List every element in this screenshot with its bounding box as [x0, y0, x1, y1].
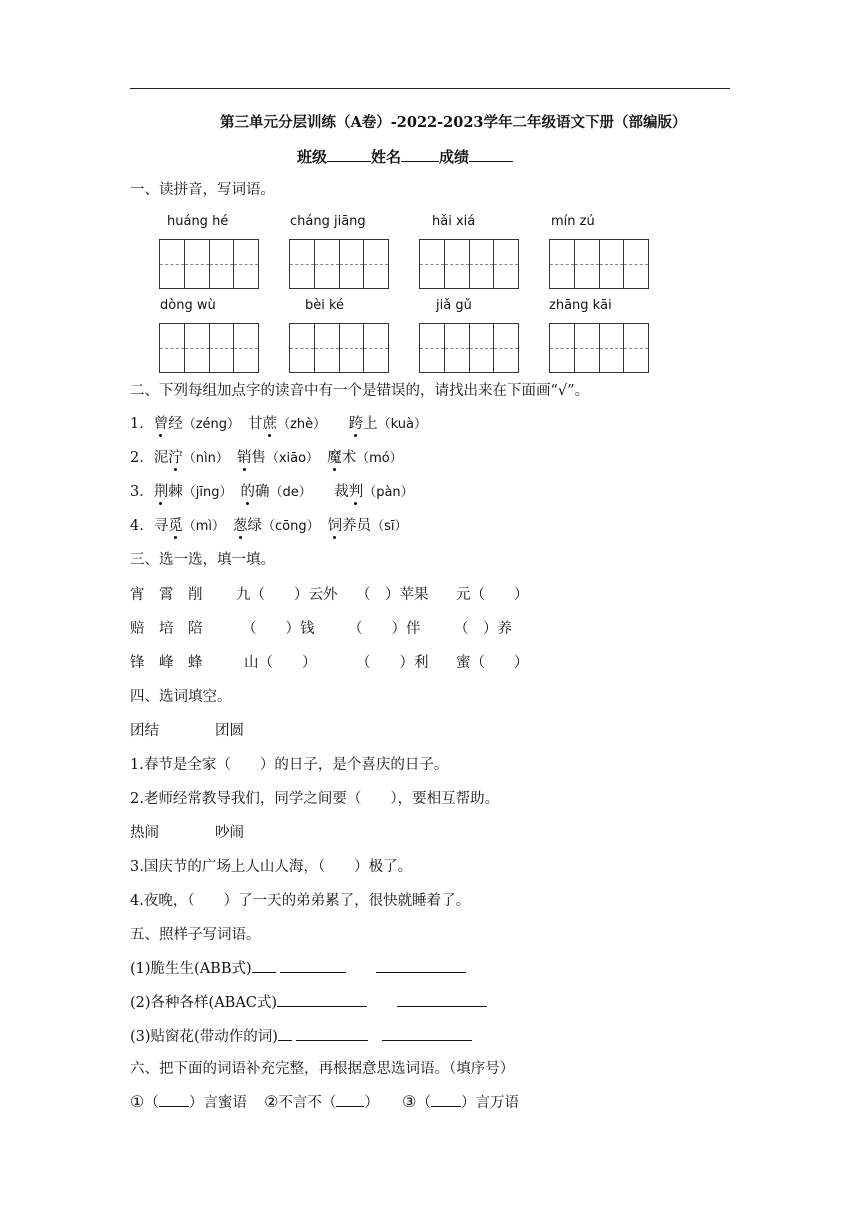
- fill-blank[interactable]: 蜜（ ）: [456, 655, 529, 671]
- section2-heading: 二、下列每组加点字的读音中有一个是错误的，请找出来在下面画“√”。: [130, 383, 590, 399]
- section6-heading: 六、把下面的词语补充完整，再根据意思选词语。（填序号）: [130, 1061, 515, 1077]
- sentence-item: 1.春节是全家（ ）的日子，是个喜庆的日子。: [130, 757, 449, 773]
- answer-blank[interactable]: [280, 958, 346, 973]
- write-item: (2)各种各样(ABAC式): [130, 991, 487, 1012]
- writing-grid[interactable]: [549, 239, 649, 289]
- name-label: 姓名: [371, 148, 402, 166]
- page-title: 第三单元分层训练（A卷）-2022-2023学年二年级语文下册（部编版）: [220, 114, 687, 131]
- write-item: (1)脆生生(ABB式): [130, 957, 466, 978]
- sentence-item: 2.老师经常教导我们，同学之间要（ ），要相互帮助。: [130, 791, 500, 807]
- write-item: (3)贴窗花(带动作的词): [130, 1025, 472, 1046]
- idiom-blank[interactable]: [336, 1092, 364, 1107]
- fill-blank[interactable]: （ ）利: [356, 655, 429, 671]
- class-label: 班级: [297, 148, 328, 166]
- pinyin-label: huáng hé: [167, 214, 229, 229]
- pinyin-label: bèi ké: [305, 298, 345, 313]
- answer-blank[interactable]: [277, 992, 367, 1007]
- fill-blank[interactable]: （ ）钱: [242, 621, 315, 637]
- student-info-line: [297, 146, 513, 167]
- word-option: 热闹: [130, 825, 159, 841]
- class-blank[interactable]: [327, 147, 371, 162]
- pinyin-label: mín zú: [551, 214, 595, 229]
- char-group: 宵 霄 削: [130, 587, 203, 603]
- answer-blank[interactable]: [252, 958, 276, 973]
- fill-blank[interactable]: （ ）伴: [348, 621, 421, 637]
- question-line: 4．寻觅（mì） 葱绿（cōng） 饲养员（sī）: [130, 518, 408, 534]
- char-group: 锋 峰 蜂: [130, 655, 203, 671]
- char-group: 赔 培 陪: [130, 621, 203, 637]
- word-option: 吵闹: [215, 825, 244, 841]
- pinyin-label: zhāng kāi: [549, 298, 612, 313]
- writing-grid[interactable]: [549, 323, 649, 373]
- name-blank[interactable]: [401, 147, 439, 162]
- idiom-blank[interactable]: [431, 1092, 461, 1107]
- answer-blank[interactable]: [397, 992, 487, 1007]
- section5-heading: 五、照样子写词语。: [130, 927, 261, 943]
- answer-blank[interactable]: [278, 1026, 292, 1041]
- answer-blank[interactable]: [376, 958, 466, 973]
- sentence-item: 4.夜晚，（ ）了一天的弟弟累了，很快就睡着了。: [130, 893, 471, 909]
- idiom-blank[interactable]: [159, 1092, 189, 1107]
- fill-blank[interactable]: （ ）苹果: [356, 587, 429, 603]
- writing-grid[interactable]: [419, 323, 519, 373]
- sentence-item: 3.国庆节的广场上人山人海，（ ）极了。: [130, 859, 413, 875]
- question-line: 3．荆棘（jīng） 的确（de） 裁判（pàn）: [130, 484, 414, 500]
- writing-grid[interactable]: [159, 323, 259, 373]
- question-line: 1．曾经（zéng） 甘蔗（zhè） 跨上（kuà）: [130, 416, 427, 432]
- idiom-item: ①（ ）言蜜语 ②不言不（ ） ③（ ）言万语: [130, 1092, 519, 1111]
- pinyin-label: hǎi xiá: [432, 214, 476, 229]
- top-rule: [130, 88, 730, 89]
- section1-heading: 一、读拼音，写词语。: [130, 182, 275, 198]
- answer-blank[interactable]: [296, 1026, 368, 1041]
- writing-grid[interactable]: [419, 239, 519, 289]
- word-option: 团圆: [215, 723, 244, 739]
- writing-grid[interactable]: [159, 239, 259, 289]
- fill-blank[interactable]: 山（ ）: [244, 655, 317, 671]
- word-option: 团结: [130, 723, 159, 739]
- score-blank[interactable]: [469, 147, 513, 162]
- pinyin-label: dòng wù: [160, 298, 216, 313]
- question-line: 2．泥泞（nìn） 销售（xiāo） 魔术（mó）: [130, 450, 403, 466]
- fill-blank[interactable]: 元（ ）: [456, 587, 529, 603]
- pinyin-label: jiǎ gǔ: [436, 298, 472, 313]
- section3-heading: 三、选一选，填一填。: [130, 552, 275, 568]
- writing-grid[interactable]: [289, 239, 389, 289]
- fill-blank[interactable]: 九（ ）云外: [236, 587, 338, 603]
- answer-blank[interactable]: [382, 1026, 472, 1041]
- pinyin-label: cháng jiāng: [290, 214, 366, 229]
- writing-grid[interactable]: [289, 323, 389, 373]
- fill-blank[interactable]: （ ）养: [454, 621, 512, 637]
- section4-heading: 四、选词填空。: [130, 689, 232, 705]
- score-label: 成绩: [439, 148, 470, 166]
